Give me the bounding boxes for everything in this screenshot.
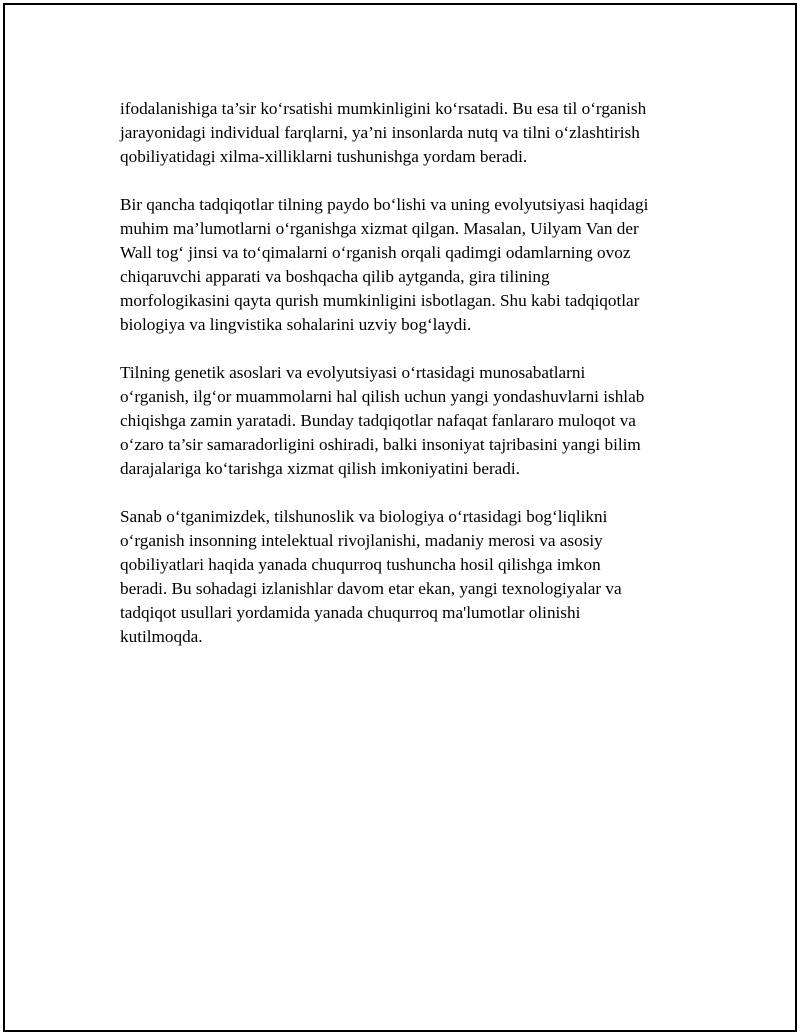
text-line: qobiliyatlari haqida yanada chuqurroq tushuncha hosil qilishga imkon <box>120 555 601 574</box>
document-page <box>3 3 797 1032</box>
paragraph-1 <box>120 97 700 169</box>
text-line: Sanab o‘tganimizdek, tilshunoslik va biologiya o‘rtasidagi bog‘liqlikni <box>120 507 608 526</box>
text-line: qobiliyatidagi xilma-xilliklarni tushunishga yordam beradi. <box>120 147 528 166</box>
text-line: ifodalanishiga ta’sir ko‘rsatishi mumkinligini ko‘rsatadi. Bu esa til o‘rganish <box>120 99 647 118</box>
text-line: darajalariga ko‘tarishga xizmat qilish imkoniyatini beradi. <box>120 459 520 478</box>
text-line: morfologikasini qayta qurish mumkinligini isbotlagan. Shu kabi tadqiqotlar <box>120 291 640 310</box>
text-line: chiqaruvchi apparati va boshqacha qilib aytganda, gira tilining <box>120 267 550 286</box>
text-line: o‘zaro ta’sir samaradorligini oshiradi, balki insoniyat tajribasini yangi bilim <box>120 435 641 454</box>
paragraph-2 <box>120 193 700 337</box>
text-line: Bir qancha tadqiqotlar tilning paydo bo‘lishi va uning evolyutsiyasi haqidagi <box>120 195 649 214</box>
text-line: kutilmoqda. <box>120 627 203 646</box>
paragraph-3 <box>120 361 700 481</box>
text-line: biologiya va lingvistika sohalarini uzviy bog‘laydi. <box>120 315 472 334</box>
text-line: o‘rganish insonning intelektual rivojlanishi, madaniy merosi va asosiy <box>120 531 603 550</box>
text-line: muhim ma’lumotlarni o‘rganishga xizmat qilgan. Masalan, Uilyam Van der <box>120 219 639 238</box>
text-line: chiqishga zamin yaratadi. Bunday tadqiqotlar nafaqat fanlararo muloqot va <box>120 411 636 430</box>
text-line: tadqiqot usullari yordamida yanada chuqurroq ma'lumotlar olinishi <box>120 603 581 622</box>
text-line: o‘rganish, ilg‘or muammolarni hal qilish uchun yangi yondashuvlarni ishlab <box>120 387 645 406</box>
text-line: beradi. Bu sohadagi izlanishlar davom etar ekan, yangi texnologiyalar va <box>120 579 622 598</box>
text-line: Wall tog‘ jinsi va to‘qimalarni o‘rganish orqali qadimgi odamlarning ovoz <box>120 243 631 262</box>
text-line: Tilning genetik asoslari va evolyutsiyasi o‘rtasidagi munosabatlarni <box>120 363 586 382</box>
document-body <box>120 97 700 673</box>
text-line: jarayonidagi individual farqlarni, ya’ni insonlarda nutq va tilni o‘zlashtirish <box>120 123 640 142</box>
paragraph-4 <box>120 505 700 649</box>
